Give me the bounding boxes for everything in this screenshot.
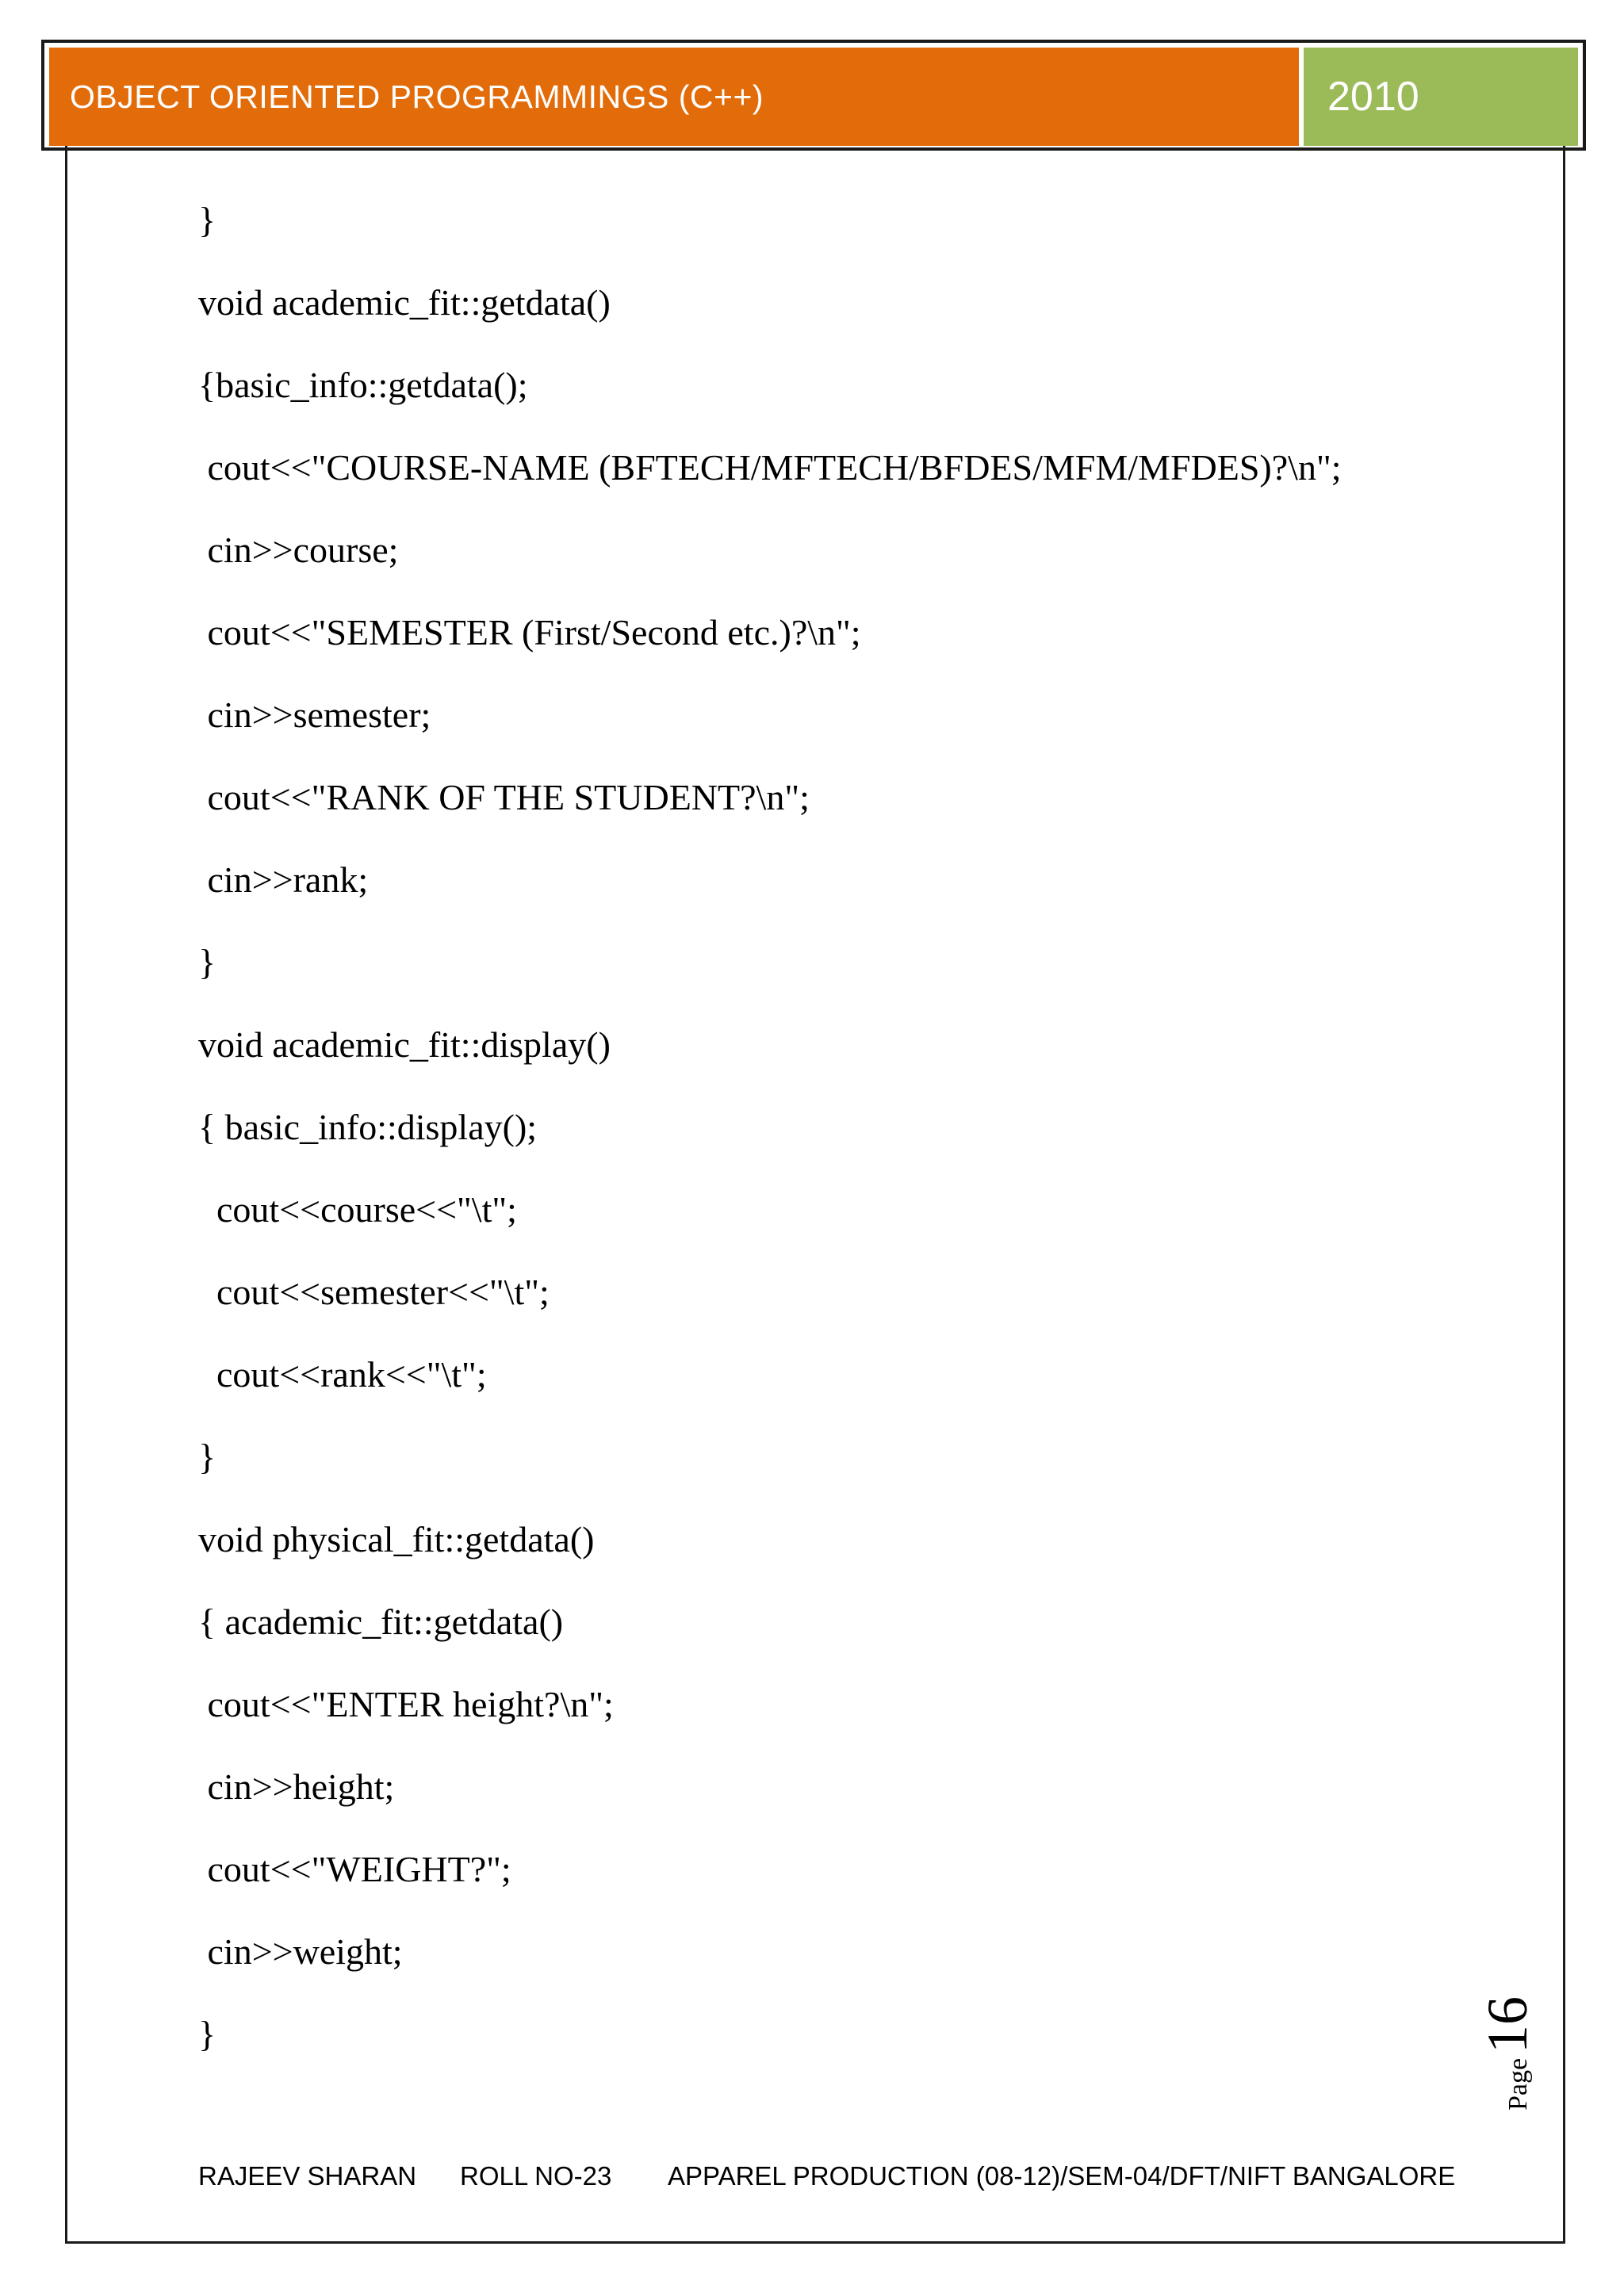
code-line: cout<<"RANK OF THE STUDENT?\n"; — [198, 777, 810, 817]
code-line: cin>>semester; — [198, 695, 431, 735]
page-label: Page — [1503, 2057, 1533, 2111]
document-year: 2010 — [1304, 48, 1578, 146]
code-line: cout<<"ENTER height?\n"; — [198, 1684, 614, 1724]
code-line: cout<<rank<<"\t"; — [198, 1354, 487, 1395]
page-footer — [198, 2161, 1455, 2191]
code-line: cin>>weight; — [198, 1931, 403, 1972]
code-line: { basic_info::display(); — [198, 1107, 538, 1147]
code-line: cout<<"WEIGHT?"; — [198, 1849, 511, 1889]
code-line: void academic_fit::display() — [198, 1024, 611, 1065]
code-line: cout<<"SEMESTER (First/Second etc.)?\n"; — [198, 612, 861, 652]
code-line: {basic_info::getdata(); — [198, 365, 528, 405]
code-line: cout<<"COURSE-NAME (BFTECH/MFTECH/BFDES/MFM/MFDES)?\n"; — [198, 447, 1342, 488]
code-line: cout<<semester<<"\t"; — [198, 1272, 550, 1312]
code-line: cin>>course; — [198, 530, 399, 570]
code-line: void physical_fit::getdata() — [198, 1519, 595, 1559]
footer-author: RAJEEV SHARAN — [198, 2161, 417, 2191]
header-bar — [49, 48, 1578, 146]
page-number — [1475, 1996, 1602, 2111]
code-line: cout<<course<<"\t"; — [198, 1189, 517, 1230]
code-line: cin>>rank; — [198, 859, 369, 900]
page-number-value: 16 — [1476, 1996, 1539, 2053]
footer-course: APPAREL PRODUCTION (08-12)/SEM-04/DFT/NIFT BANGALORE — [668, 2161, 1456, 2191]
document-title: OBJECT ORIENTED PROGRAMMINGS (C++) — [49, 48, 1299, 146]
code-line: } — [198, 942, 216, 982]
code-line: } — [198, 1437, 216, 1477]
footer-roll-number: ROLL NO-23 — [460, 2161, 612, 2191]
code-line: { academic_fit::getdata() — [198, 1601, 564, 1642]
code-line: } — [198, 2014, 216, 2054]
code-line: cin>>height; — [198, 1766, 395, 1807]
code-line: void academic_fit::getdata() — [198, 282, 611, 323]
code-listing — [198, 193, 1467, 2089]
code-line: } — [198, 200, 216, 240]
